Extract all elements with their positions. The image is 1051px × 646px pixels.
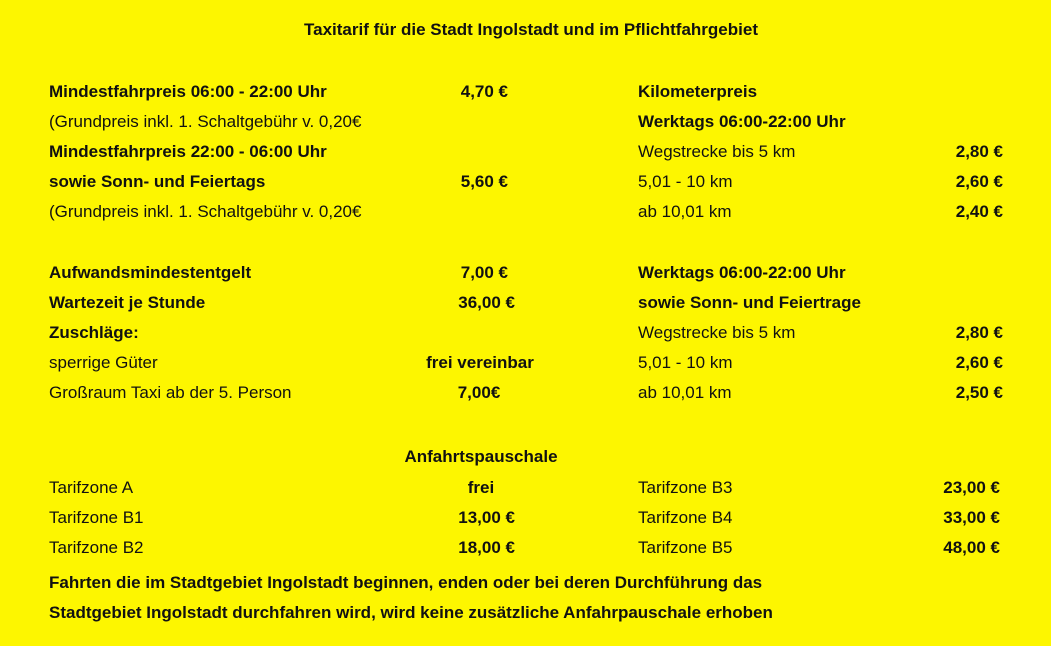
min-day-note: (Grundpreis inkl. 1. Schaltgebühr v. 0,20€ — [49, 112, 362, 131]
zone-label: Tarifzone B5 — [638, 538, 733, 557]
block2-row-price: 2,50 € — [955, 383, 1003, 402]
zone-label: Tarifzone B4 — [638, 508, 733, 527]
block1-row-label: Wegstrecke bis 5 km — [638, 142, 796, 161]
min-night-price: 5,60 € — [460, 172, 508, 191]
block1-heading: Werktags 06:00-22:00 Uhr — [638, 112, 846, 131]
block2-heading-2: sowie Sonn- und Feiertrage — [638, 293, 861, 312]
block2-row-price: 2,80 € — [955, 323, 1003, 342]
bulky-label: sperrige Güter — [49, 353, 158, 372]
min-night-label-2: sowie Sonn- und Feiertags — [49, 172, 266, 191]
min-day-label: Mindestfahrpreis 06:00 - 22:00 Uhr — [49, 82, 327, 101]
large-taxi-price: 7,00€ — [457, 383, 501, 402]
block1-row-price: 2,40 € — [955, 202, 1003, 221]
block2-row-label: ab 10,01 km — [638, 383, 732, 402]
block1-row-label: 5,01 - 10 km — [638, 172, 733, 191]
zone-label: Tarifzone B2 — [49, 538, 144, 557]
zone-label: Tarifzone B1 — [49, 508, 144, 527]
footer-note-line-1: Fahrten die im Stadtgebiet Ingolstadt beginnen, enden oder bei deren Durchführung das — [49, 573, 763, 592]
block2-heading: Werktags 06:00-22:00 Uhr — [638, 263, 846, 282]
aufwand-price: 7,00 € — [460, 263, 508, 282]
zone-price: 23,00 € — [943, 478, 1000, 497]
zone-label: Tarifzone A — [49, 478, 134, 497]
km-heading: Kilometerpreis — [638, 82, 758, 101]
aufwand-label: Aufwandsmindestentgelt — [49, 263, 252, 282]
zone-label: Tarifzone B3 — [638, 478, 733, 497]
block2-row-label: Wegstrecke bis 5 km — [638, 323, 796, 342]
block1-row-price: 2,80 € — [955, 142, 1003, 161]
wait-label: Wartezeit je Stunde — [49, 293, 206, 312]
bulky-price: frei vereinbar — [426, 353, 534, 372]
zone-price: 33,00 € — [943, 508, 1000, 527]
zone-price: 48,00 € — [943, 538, 1000, 557]
block1-row-price: 2,60 € — [955, 172, 1003, 191]
zone-price: 13,00 € — [458, 508, 515, 527]
footer-note-line-2: Stadtgebiet Ingolstadt durchfahren wird, wird keine zusätzliche Anfahrpauschale erhoben — [49, 603, 773, 622]
anfahrt-heading: Anfahrtspauschale — [404, 447, 558, 466]
zone-price: 18,00 € — [458, 538, 515, 557]
block1-row-label: ab 10,01 km — [638, 202, 732, 221]
min-day-price: 4,70 € — [460, 82, 508, 101]
block2-row-price: 2,60 € — [955, 353, 1003, 372]
surcharge-heading: Zuschläge: — [49, 323, 139, 342]
page-title: Taxitarif für die Stadt Ingolstadt und im Pflichtfahrgebiet — [304, 20, 758, 39]
large-taxi-label: Großraum Taxi ab der 5. Person — [49, 383, 292, 402]
block2-row-label: 5,01 - 10 km — [638, 353, 733, 372]
min-night-note: (Grundpreis inkl. 1. Schaltgebühr v. 0,20€ — [49, 202, 362, 221]
min-night-label: Mindestfahrpreis 22:00 - 06:00 Uhr — [49, 142, 327, 161]
wait-price: 36,00 € — [458, 293, 515, 312]
zone-price: frei — [467, 478, 495, 497]
